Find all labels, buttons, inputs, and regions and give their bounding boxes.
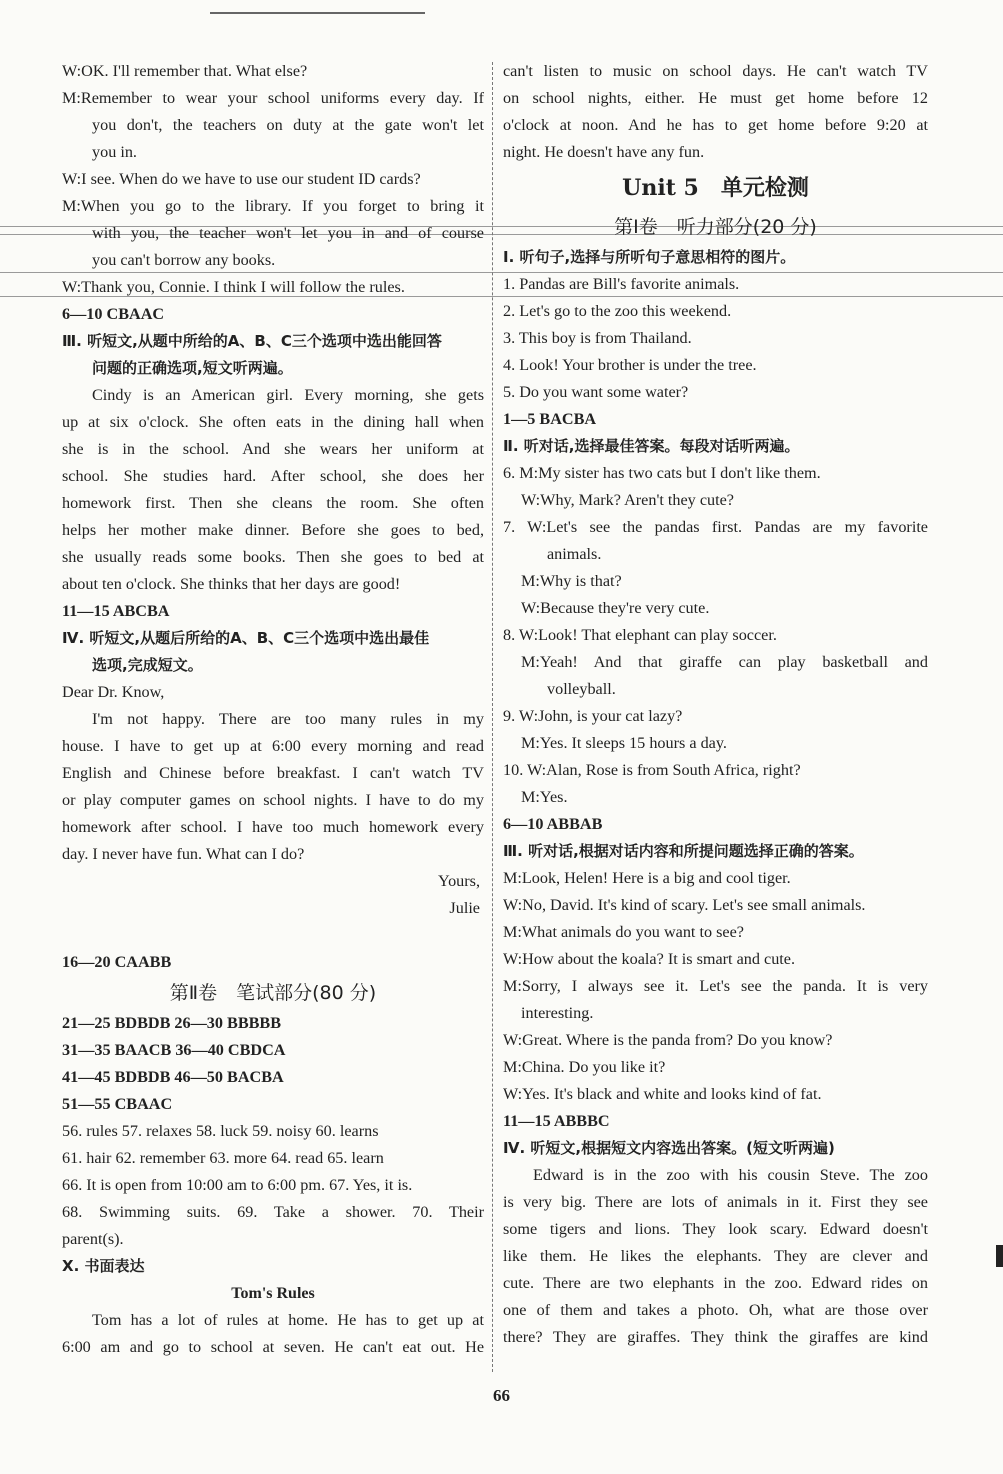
- text-line: you don't, the teachers on duty at the gate won't let: [92, 116, 484, 134]
- text-line: 1—5 BACBA: [503, 410, 597, 428]
- text-line: 56. rules 57. relaxes 58. luck 59. noisy 60. learns: [62, 1122, 379, 1140]
- text-line: 66. It is open from 10:00 am to 6:00 pm. 67. Yes, it is.: [62, 1176, 413, 1194]
- text-line: one of them and takes a photo. Oh, what are those over: [503, 1301, 928, 1319]
- text-line: 4. Look! Your brother is under the tree.: [503, 356, 757, 374]
- text-line: homework after school. I have too much homework every: [62, 818, 484, 836]
- text-line: 51—55 CBAAC: [62, 1095, 173, 1113]
- text-line: M:Yes. It sleeps 15 hours a day.: [521, 734, 727, 752]
- text-line: 31—35 BAACB 36—40 CBDCA: [62, 1041, 286, 1059]
- text-line: I'm not happy. There are too many rules in my: [92, 710, 484, 728]
- text-line: on school nights, either. He must get home before 12: [503, 89, 928, 107]
- text-line: Yours,: [438, 872, 480, 890]
- text-line: Ⅹ. 书面表达: [62, 1257, 145, 1275]
- text-line: volleyball.: [547, 680, 616, 698]
- text-line: M:When you go to the library. If you forget to bring it: [62, 197, 484, 215]
- text-line: M:Why is that?: [521, 572, 622, 590]
- text-line: 41—45 BDBDB 46—50 BACBA: [62, 1068, 284, 1086]
- text-line: o'clock at noon. And he has to get home before 9:20 at: [503, 116, 928, 134]
- text-line: she usually reads some books. Then she goes to bed at: [62, 548, 484, 566]
- text-line: Ⅲ. 听短文,从题中所给的A、B、C三个选项中选出能回答: [62, 332, 442, 350]
- header-rule: [210, 0, 425, 14]
- text-line: 第Ⅱ卷 笔试部分(80 分): [169, 982, 377, 1004]
- text-line: Tom has a lot of rules at home. He has to get up at: [92, 1311, 484, 1329]
- text-line: Ⅲ. 听对话,根据对话内容和所提问题选择正确的答案。: [503, 842, 864, 860]
- text-line: Ⅳ. 听短文,从题后所给的A、B、C三个选项中选出最佳: [62, 629, 430, 647]
- left-column: [62, 58, 484, 1361]
- text-line: house. I have to get up at 6:00 every morning and read: [62, 737, 484, 755]
- text-line: 问题的正确选项,短文听两遍。: [92, 359, 293, 377]
- text-line: 7. W:Let's see the pandas first. Pandas are my favorite: [503, 518, 928, 536]
- text-line: can't listen to music on school days. He can't watch TV: [503, 62, 928, 80]
- text-line: 2. Let's go to the zoo this weekend.: [503, 302, 732, 320]
- text-line: 6:00 am and go to school at seven. He can't eat out. He: [62, 1338, 484, 1356]
- text-line: some tigers and lions. They look scary. Edward doesn't: [503, 1220, 928, 1238]
- text-line: she is in the school. And she wears her uniform at: [62, 440, 484, 458]
- text-line: parent(s).: [62, 1230, 124, 1248]
- text-line: W:Yes. It's black and white and looks kind of fat.: [503, 1085, 822, 1103]
- text-line: M:Remember to wear your school uniforms every day. If: [62, 89, 484, 107]
- text-line: you in.: [92, 143, 137, 161]
- text-line: W:Great. Where is the panda from? Do you know?: [503, 1031, 833, 1049]
- text-line: English and Chinese before breakfast. I can't watch TV: [62, 764, 484, 782]
- text-line: 68. Swimming suits. 69. Take a shower. 70. Their: [62, 1203, 484, 1221]
- text-line: W:Why, Mark? Aren't they cute?: [521, 491, 734, 509]
- text-line: interesting.: [521, 1004, 594, 1022]
- text-line: M:Look, Helen! Here is a big and cool tiger.: [503, 869, 791, 887]
- text-line: Unit 5 单元检测: [622, 175, 809, 201]
- text-line: Dear Dr. Know,: [62, 683, 165, 701]
- text-line: like them. He likes the elephants. They are clever and: [503, 1247, 928, 1265]
- text-line: up at six o'clock. She often eats in the dining hall when: [62, 413, 484, 431]
- text-line: or play computer games on school nights. I have to do my: [62, 791, 484, 809]
- text-line: is very big. There are lots of animals in it. First they see: [503, 1193, 928, 1211]
- text-line: 11—15 ABBBC: [503, 1112, 610, 1130]
- text-line: M:What animals do you want to see?: [503, 923, 744, 941]
- edge-marker: [996, 1245, 1003, 1267]
- text-line: 61. hair 62. remember 63. more 64. read 65. learn: [62, 1149, 384, 1167]
- text-line: 选项,完成短文。: [92, 656, 203, 674]
- text-line: 8. W:Look! That elephant can play soccer.: [503, 626, 777, 644]
- text-line: [62, 922, 484, 949]
- text-line: 5. Do you want some water?: [503, 383, 689, 401]
- text-line: 第Ⅰ卷 听力部分(20 分): [614, 216, 817, 238]
- text-line: there? They are giraffes. They think the giraffes are kind: [503, 1328, 928, 1346]
- text-line: night. He doesn't have any fun.: [503, 143, 705, 161]
- text-line: W:Thank you, Connie. I think I will follow the rules.: [62, 278, 405, 296]
- text-line: W:How about the koala? It is smart and cute.: [503, 950, 796, 968]
- text-line: M:Sorry, I always see it. Let's see the panda. It is very: [503, 977, 928, 995]
- text-line: 11—15 ABCBA: [62, 602, 170, 620]
- text-line: 21—25 BDBDB 26—30 BBBBB: [62, 1014, 282, 1032]
- text-line: Tom's Rules: [231, 1285, 315, 1302]
- page-number: 66: [493, 1386, 510, 1405]
- text-line: W:Because they're very cute.: [521, 599, 710, 617]
- text-line: Cindy is an American girl. Every morning, she gets: [92, 386, 484, 404]
- text-line: school. She studies hard. After school, she does her: [62, 467, 484, 485]
- column-divider: [492, 62, 493, 1372]
- text-line: cute. There are two elephants in the zoo. Edward rides on: [503, 1274, 928, 1292]
- text-line: 9. W:John, is your cat lazy?: [503, 707, 683, 725]
- text-line: W:OK. I'll remember that. What else?: [62, 62, 308, 80]
- text-line: 6—10 CBAAC: [62, 305, 165, 323]
- text-line: about ten o'clock. She thinks that her days are good!: [62, 575, 401, 593]
- text-line: Julie: [449, 899, 480, 917]
- text-line: helps her mother make dinner. Before she goes to bed,: [62, 521, 484, 539]
- text-line: M:Yes.: [521, 788, 568, 806]
- text-line: 6. M:My sister has two cats but I don't like them.: [503, 464, 821, 482]
- right-column: [503, 58, 928, 1351]
- text-line: Edward is in the zoo with his cousin Steve. The zoo: [533, 1166, 928, 1184]
- text-line: 16—20 CAABB: [62, 953, 172, 971]
- text-line: homework first. Then she cleans the room. She often: [62, 494, 484, 512]
- text-line: animals.: [547, 545, 602, 563]
- text-line: with you, the teacher won't let you in and of course: [92, 224, 484, 242]
- text-line: W:I see. When do we have to use our student ID cards?: [62, 170, 421, 188]
- text-line: 1. Pandas are Bill's favorite animals.: [503, 275, 740, 293]
- text-line: 6—10 ABBAB: [503, 815, 603, 833]
- text-line: day. I never have fun. What can I do?: [62, 845, 305, 863]
- text-line: Ⅱ. 听对话,选择最佳答案。每段对话听两遍。: [503, 437, 800, 455]
- text-line: Ⅳ. 听短文,根据短文内容选出答案。(短文听两遍): [503, 1139, 835, 1157]
- text-line: you can't borrow any books.: [92, 251, 276, 269]
- text-line: M:Yeah! And that giraffe can play basketball and: [521, 653, 928, 671]
- text-line: 3. This boy is from Thailand.: [503, 329, 692, 347]
- text-line: Ⅰ. 听句子,选择与所听句子意思相符的图片。: [503, 248, 796, 266]
- text-line: 10. W:Alan, Rose is from South Africa, right?: [503, 761, 801, 779]
- text-line: M:China. Do you like it?: [503, 1058, 666, 1076]
- text-line: W:No, David. It's kind of scary. Let's see small animals.: [503, 896, 866, 914]
